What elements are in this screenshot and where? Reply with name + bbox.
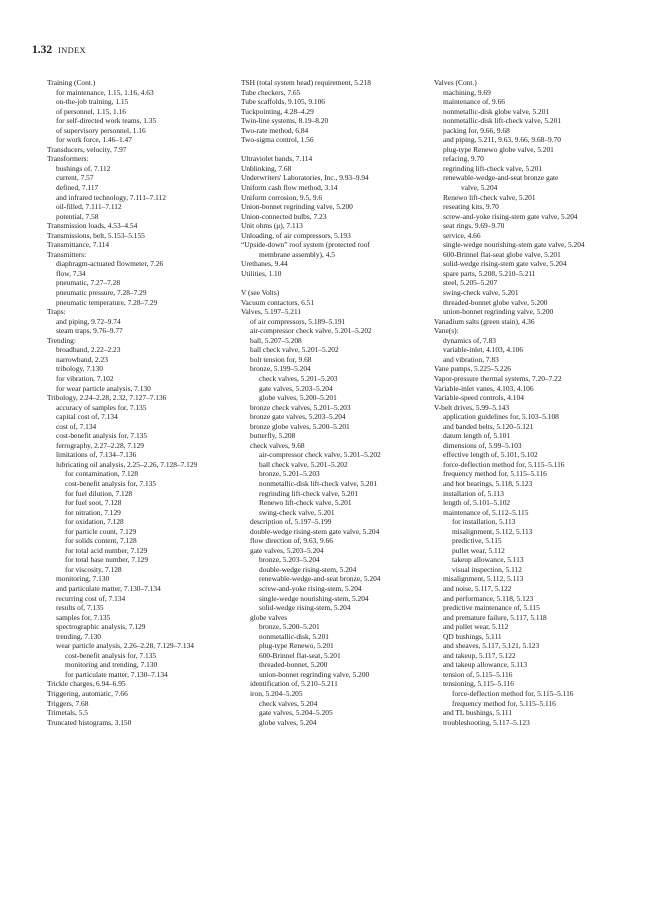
index-subentry: globe valves xyxy=(250,612,288,622)
index-entry: Urethanes, 9.44 xyxy=(241,259,288,269)
index-subentry: gate valves, 5.204–5.205 xyxy=(259,708,333,718)
index-subentry: pneumatic, 7.27–7.28 xyxy=(56,278,121,288)
index-subentry: lubricating oil analysis, 2.25–2.26, 7.128–7.129 xyxy=(56,459,198,469)
index-subentry: solid-wedge rising-stem gate valve, 5.204 xyxy=(443,259,567,269)
index-subentry: limitations of, 7.134–7.136 xyxy=(56,450,137,460)
index-column-middle xyxy=(241,78,429,727)
index-subentry: and noise, 5.117, 5.122 xyxy=(443,583,512,593)
index-subentry: and vibration, 7.83 xyxy=(443,354,499,364)
index-subentry: tension of, 5.115–5.116 xyxy=(443,669,513,679)
index-subentry: and takeup, 5.117, 5.122 xyxy=(443,650,516,660)
index-subentry: for contamination, 7.128 xyxy=(65,469,139,479)
index-subentry: swing-check valve, 5.201 xyxy=(259,507,335,517)
index-subentry: 600-Brinnel flat-seat globe valve, 5.201 xyxy=(443,249,561,259)
index-subentry: of supervisory personnel, 1.16 xyxy=(56,125,146,135)
index-subentry: recurring cost of, 7.134 xyxy=(56,593,126,603)
index-subentry: force-deflection method for, 5.115–5.116 xyxy=(452,689,574,698)
index-entry: Truncated histograms, 3.150 xyxy=(47,717,132,727)
index-subentry: installation of, 5.113 xyxy=(443,488,504,498)
index-subentry: plug-type Renewo globe valve, 5.201 xyxy=(443,144,554,154)
index-subentry: double-wedge rising-stem, 5.204 xyxy=(259,564,357,574)
index-entry: Vane pumps, 5.225–5.226 xyxy=(434,364,511,374)
index-subentry: bronze, 5.200–5.201 xyxy=(259,622,320,632)
index-subentry: frequency method for, 5.115–5.116 xyxy=(452,698,556,708)
index-entry: Transducers, velocity, 7.97 xyxy=(47,144,127,154)
index-subentry: accuracy of samples for, 7.135 xyxy=(56,402,147,412)
index-subentry: nonmetallic-disk, 5.201 xyxy=(259,631,329,641)
index-subentry: gate valves, 5.203–5.204 xyxy=(250,545,324,555)
index-subentry: ferrography, 2.27–2.28, 7.129 xyxy=(56,440,144,450)
index-subentry: for work force, 1.46–1.47 xyxy=(56,135,132,145)
index-subentry: steam traps, 9.76–9.77 xyxy=(56,326,123,336)
index-subentry: and sheaves, 5.117, 5.121, 5.123 xyxy=(443,641,540,651)
index-subentry: service, 4.66 xyxy=(443,230,481,240)
index-subentry: and pullet wear, 5.112 xyxy=(443,622,509,632)
index-subentry: screw-and-yoke rising-stem, 5.204 xyxy=(259,583,362,593)
index-entry: Two-sigma control, 1.56 xyxy=(241,135,314,145)
index-subentry: and hot bearings, 5.118, 5.123 xyxy=(443,478,533,488)
index-subentry: tribology, 7.130 xyxy=(56,364,103,374)
index-subentry: of air compressors, 5.189–5.191 xyxy=(250,316,346,326)
index-subentry: pneumatic temperature, 7.28–7.29 xyxy=(56,297,158,307)
index-subentry: for oxidation, 7.128 xyxy=(65,517,124,527)
index-subentry: bronze, 5.203–5.204 xyxy=(259,555,320,565)
index-subentry: length of, 5.101–5.102 xyxy=(443,498,511,508)
index-subentry: trending, 7.130 xyxy=(56,631,101,641)
index-subentry: cost-benefit analysis for, 7.135 xyxy=(65,478,157,488)
index-subentry: for viscosity, 7.128 xyxy=(65,564,122,574)
index-subentry: frequency method for, 5.115–5.116 xyxy=(443,469,547,479)
index-subentry: for total acid number, 7.129 xyxy=(65,545,148,555)
index-subentry: bolt tension for, 9.68 xyxy=(250,354,312,364)
index-subentry: ball, 5.207–5.208 xyxy=(250,335,302,345)
index-subentry: and premature failure, 5.117, 5.118 xyxy=(443,612,547,622)
index-subentry: double-wedge rising-stem gate valve, 5.204 xyxy=(250,526,380,536)
index-subentry: takeup allowance, 5.113 xyxy=(452,555,524,565)
index-subentry: flow, 7.34 xyxy=(56,268,86,278)
index-subentry: for fuel dilution, 7.128 xyxy=(65,488,133,498)
index-subentry: ball check valve, 5.201–5.202 xyxy=(259,459,348,469)
index-subentry: maintenance of, 5.112–5.115 xyxy=(443,507,529,517)
index-subentry: broadband, 2.22–2.23 xyxy=(56,345,121,355)
index-subentry: current, 7.57 xyxy=(56,173,94,183)
index-subentry: membrane assembly), 4.5 xyxy=(259,249,335,259)
index-entry: Transmittance, 7.114 xyxy=(47,240,110,250)
index-subentry: butterfly, 5.208 xyxy=(250,431,296,441)
index-subentry: threaded-bonnet globe valve, 5.200 xyxy=(443,297,548,307)
index-entry: Transmitters: xyxy=(47,249,87,259)
index-subentry: potential, 7.58 xyxy=(56,211,99,221)
index-column-right xyxy=(434,78,622,727)
index-entry: Variable-inlet vanes, 4.103, 4.106 xyxy=(434,383,534,393)
index-subentry: for particle count, 7.129 xyxy=(65,526,137,536)
index-subentry: spectrographic analysis, 7.129 xyxy=(56,622,146,632)
index-subentry: and banded belts, 5.120–5.121 xyxy=(443,421,534,431)
index-entry: Tube scaffolds, 9.105, 9.106 xyxy=(241,97,325,107)
index-subentry: application guidelines for, 5.103–5.108 xyxy=(443,412,559,422)
index-subentry: on-the-job training, 1.15 xyxy=(56,97,129,107)
index-entry: TSH (total system head) requirement, 5.218 xyxy=(241,78,371,87)
index-subentry: QD bushings, 5.111 xyxy=(443,631,502,641)
index-subentry: capital cost of, 7.134 xyxy=(56,412,118,422)
index-subentry: and particulate matter, 7.130–7.134 xyxy=(56,583,161,593)
index-entry: Two-rate method, 6.84 xyxy=(241,125,309,135)
index-subentry: single-wedge nourishing-stem gate valve, 5.204 xyxy=(443,240,585,250)
index-subentry: misalignment, 5.112, 5.113 xyxy=(443,574,524,584)
index-entry: Trending: xyxy=(47,335,76,345)
index-subentry: check valves, 9.68 xyxy=(250,440,305,450)
index-subentry: check valves, 5.201–5.203 xyxy=(259,373,338,383)
index-entry: Triggering, automatic, 7.66 xyxy=(47,689,128,698)
index-entry: Tribology, 2.24–2.28, 2.32, 7.127–7.136 xyxy=(47,393,167,403)
index-entry: Uniform corrosion, 9.5, 9.6 xyxy=(241,192,323,202)
index-subentry: for particulate matter, 7.130–7.134 xyxy=(65,669,168,679)
index-entry: Transmission loads, 4.53–4.54 xyxy=(47,221,138,231)
index-entry: Uniform cash flow method, 3.14 xyxy=(241,183,338,193)
index-subentry: and infrared technology, 7.111–7.112 xyxy=(56,192,166,202)
index-subentry: union-bonnet regrinding valve, 5.200 xyxy=(443,307,554,317)
index-subentry: threaded-bonnet, 5.200 xyxy=(259,660,328,670)
index-entry: Unblinking, 7.68 xyxy=(241,163,292,173)
index-subentry: and takeup allowance, 5.113 xyxy=(443,660,528,670)
index-subentry: for solids content, 7.128 xyxy=(65,536,137,546)
index-subentry: misalignment, 5.112, 5.113 xyxy=(452,526,533,536)
index-subentry: variable-inlet, 4.103, 4.106 xyxy=(443,345,524,355)
index-subentry: maintenance of, 9.66 xyxy=(443,97,505,107)
index-subentry: globe valves, 5.200–5.201 xyxy=(259,393,337,403)
index-subentry: results of, 7.135 xyxy=(56,603,104,613)
index-subentry: for fuel soot, 7.128 xyxy=(65,498,122,508)
index-subentry: for total base number, 7.129 xyxy=(65,555,149,565)
index-subentry: diaphragm-actuated flowmeter, 7.26 xyxy=(56,259,164,269)
index-subentry: bronze, 5.201–5.203 xyxy=(259,469,320,479)
index-entry: Underwriters' Laboratories, Inc., 9.93–9.94 xyxy=(241,173,369,183)
index-subentry: swing-check valve, 5.201 xyxy=(443,288,519,298)
index-subentry: cost-benefit analysis for, 7.135 xyxy=(56,431,148,441)
index-entry: Twin-line systems, 8.19–8.20 xyxy=(241,116,329,126)
index-subentry: oil-filled, 7.111–7.112 xyxy=(56,202,122,212)
index-entry: V (see Volts) xyxy=(241,288,280,298)
index-subentry: air-compressor check valve, 5.201–5.202 xyxy=(250,326,372,336)
index-subentry: union-bonnet regrinding valve, 5.200 xyxy=(259,669,370,679)
index-subentry: narrowband, 2.23 xyxy=(56,354,108,364)
index-entry: Tuckpointing, 4.28–4.29 xyxy=(241,106,314,116)
index-entry: Triggers, 7.68 xyxy=(47,698,89,708)
index-subentry: packing for, 9.66, 9.68 xyxy=(443,125,510,135)
index-subentry: wear particle analysis, 2.26–2.28, 7.129–7.134 xyxy=(56,641,194,651)
index-subentry: pneumatic pressure, 7.28–7.29 xyxy=(56,288,147,298)
index-entry: Union-connected bulbs, 7.23 xyxy=(241,211,327,221)
index-entry: Utilities, 1.10 xyxy=(241,268,282,278)
index-entry: Variable-speed controls, 4.104 xyxy=(434,393,524,403)
index-subentry: nonmetallic-disk lift-check valve, 5.201 xyxy=(443,116,562,126)
index-subentry: visual inspection, 5.112 xyxy=(452,564,522,574)
index-subentry: regrinding lift-check valve, 5.201 xyxy=(259,488,359,498)
index-subentry: cost of, 7.134 xyxy=(56,421,97,431)
index-subentry: ball check valve, 5.201–5.202 xyxy=(250,345,339,355)
index-subentry: bronze gate valves, 5.203–5.204 xyxy=(250,412,346,422)
index-subentry: for maintenance, 1.15, 1.16, 4.63 xyxy=(56,87,154,97)
index-subentry: monitoring, 7.130 xyxy=(56,574,110,584)
index-entry: Unloading, of air compressors, 5.193 xyxy=(241,230,351,240)
index-subentry: gate valves, 5.203–5.204 xyxy=(259,383,333,393)
index-entry: Trickle charges, 6.94–6.95 xyxy=(47,679,126,689)
index-entry: Transformers: xyxy=(47,154,89,164)
index-subentry: for wear particle analysis, 7.130 xyxy=(56,383,151,393)
index-entry: Valves, 5.197–5.211 xyxy=(241,307,302,317)
index-subentry: and performance, 5.118, 5.123 xyxy=(443,593,534,603)
index-subentry: and TL bushings, 5.111 xyxy=(443,708,513,718)
index-subentry: single-wedge nourishing-stem, 5.204 xyxy=(259,593,369,603)
running-title: INDEX xyxy=(58,45,86,55)
section-gap xyxy=(241,278,429,288)
index-subentry: seat rings, 9.69–9.70 xyxy=(443,221,505,231)
index-subentry: check valves, 5.204 xyxy=(259,698,318,708)
index-entry: Vane(s): xyxy=(434,326,459,336)
index-subentry: machining, 9.69 xyxy=(443,87,491,97)
index-subentry: identification of, 5.210–5.211 xyxy=(250,679,338,689)
index-subentry: solid-wedge rising-stem, 5.204 xyxy=(259,603,351,613)
index-subentry: samples for, 7.135 xyxy=(56,612,111,622)
index-subentry: pullet wear, 5.112 xyxy=(452,545,505,555)
page-number: 1.32 xyxy=(32,44,53,56)
index-subentry: 600-Brinnel flat-seat, 5.201 xyxy=(259,650,341,660)
index-entry: “Upside-down” roof system (protected roof xyxy=(241,240,370,250)
index-subentry: globe valves, 5.204 xyxy=(259,717,317,727)
index-subentry: predictive maintenance of, 5.115 xyxy=(443,603,540,613)
index-subentry: for vibration, 7.102 xyxy=(56,373,114,383)
index-entry: Vacuum contactors, 6.51 xyxy=(241,297,315,307)
index-entry: Vapor-pressure thermal systems, 7.20–7.22 xyxy=(434,373,562,383)
index-entry: Training (Cont.) xyxy=(47,78,96,87)
index-entry: Trimetals, 5.5 xyxy=(47,708,88,718)
index-subentry: force-deflection method for, 5.115–5.116 xyxy=(443,459,565,469)
index-entry: Unit ohms (μ), 7.113 xyxy=(241,221,303,231)
index-entry: Traps: xyxy=(47,307,66,317)
index-subentry: monitoring and trending, 7.130 xyxy=(65,660,158,670)
index-entry: Tube checkers, 7.65 xyxy=(241,87,301,97)
index-subentry: regrinding lift-check valve, 5.201 xyxy=(443,163,543,173)
index-subentry: Renewo lift-check valve, 5.201 xyxy=(443,192,536,202)
index-entry: Union-bonnet regrinding valve, 5.200 xyxy=(241,202,353,212)
index-entry: V-belt drives, 5.99–5.143 xyxy=(434,402,510,412)
index-subentry: troubleshooting, 5.117–5.123 xyxy=(443,717,530,727)
index-subentry: bronze check valves, 5.201–5.203 xyxy=(250,402,351,412)
index-subentry: defined, 7.117 xyxy=(56,183,99,193)
index-subentry: for installation, 5.113 xyxy=(452,517,516,527)
index-subentry: datum length of, 5.101 xyxy=(443,431,511,441)
index-subentry: Renewo lift-check valve, 5.201 xyxy=(259,498,352,508)
index-subentry: of personnel, 1.15, 1.16 xyxy=(56,106,126,116)
index-subentry: air-compressor check valve, 5.201–5.202 xyxy=(259,450,381,460)
index-subentry: for self-directed work teams, 1.35 xyxy=(56,116,157,126)
index-subentry: spare parts, 5.208, 5.210–5.211 xyxy=(443,268,536,278)
index-subentry: reseating kits, 9.70 xyxy=(443,202,499,212)
index-subentry: renewable-wedge-and-seat bronze, 5.204 xyxy=(259,574,381,584)
index-subentry: nonmetallic-disk globe valve, 5.201 xyxy=(443,106,550,116)
index-column-left xyxy=(47,78,235,727)
section-gap xyxy=(241,145,429,155)
index-subentry: bushings of, 7.112 xyxy=(56,163,111,173)
index-subentry: flow direction of, 9.63, 9.66 xyxy=(250,536,333,546)
index-subentry: steel, 5.205–5.207 xyxy=(443,278,498,288)
index-subentry: cost-benefit analysis for, 7.135 xyxy=(65,650,157,660)
index-subentry: for nitration, 7.129 xyxy=(65,507,121,517)
index-subentry: predictive, 5.115 xyxy=(452,536,502,546)
index-entry: Ultraviolet bands, 7.114 xyxy=(241,154,313,164)
index-subentry: screw-and-yoke rising-stem gate valve, 5.204 xyxy=(443,211,578,221)
index-subentry: nonmetallic-disk lift-check valve, 5.201 xyxy=(259,478,378,488)
index-subentry: refacing, 9.70 xyxy=(443,154,484,164)
index-entry: Valves (Cont.) xyxy=(434,78,477,87)
index-subentry: bronze globe valves, 5.200–5.201 xyxy=(250,421,350,431)
index-subentry: plug-type Renewo, 5.201 xyxy=(259,641,334,651)
index-subentry: and piping, 9.72–9.74 xyxy=(56,316,121,326)
index-subentry: bronze, 5.199–5.204 xyxy=(250,364,311,374)
index-subentry: description of, 5.197–5.199 xyxy=(250,517,332,527)
index-subentry: valve, 5.204 xyxy=(461,183,498,193)
index-entry: Transmissions, belt, 5.153–5.155 xyxy=(47,230,145,240)
index-subentry: and piping, 5.211, 9.63, 9.66, 9.68–9.70 xyxy=(443,135,561,145)
index-subentry: tensioning, 5.115–5.116 xyxy=(443,679,514,689)
index-subentry: renewable-wedge-and-seat bronze gate xyxy=(443,173,559,183)
index-subentry: dynamics of, 7.83 xyxy=(443,335,496,345)
index-entry: Vanadium salts (green stain), 4.36 xyxy=(434,316,535,326)
index-subentry: iron, 5.204–5.205 xyxy=(250,689,303,698)
index-subentry: dimensions of, 5.99–5.103 xyxy=(443,440,522,450)
index-subentry: effective length of, 5.101, 5.102 xyxy=(443,450,538,460)
